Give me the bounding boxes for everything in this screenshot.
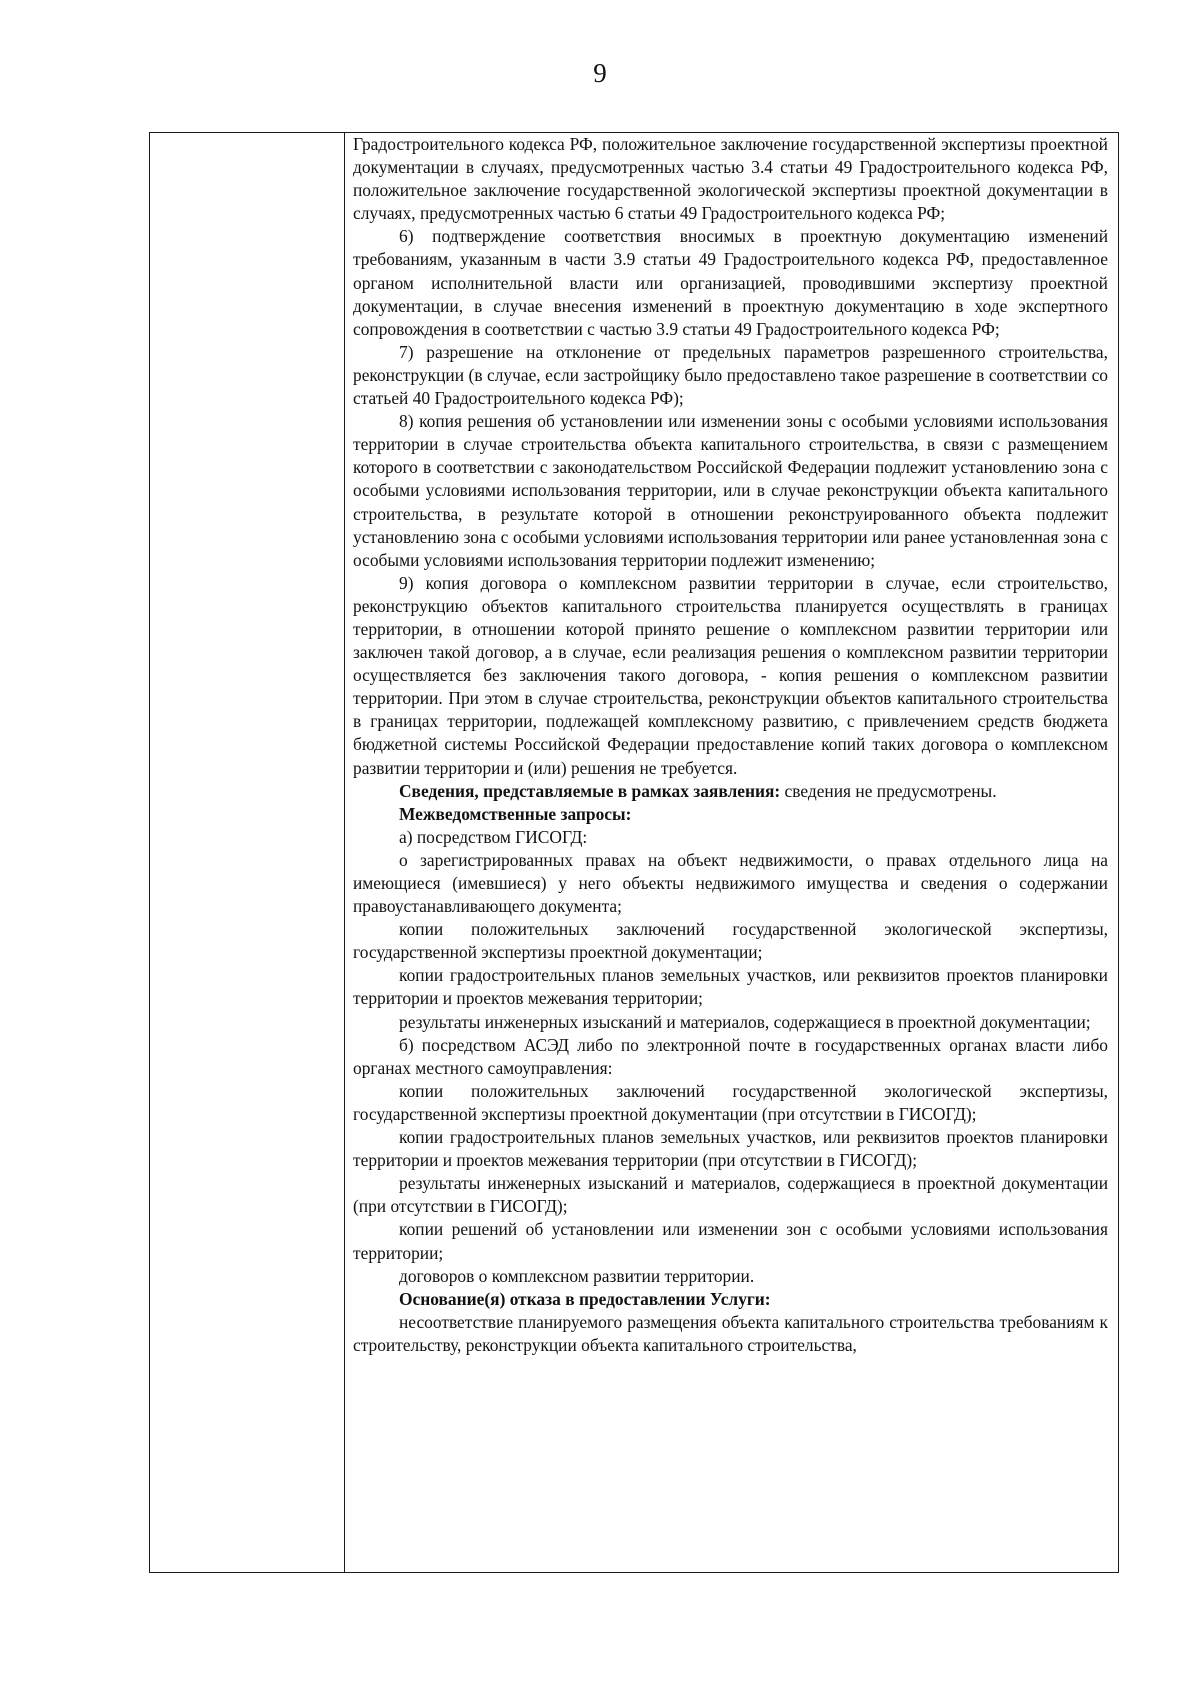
paragraph-application-info — [353, 780, 1108, 803]
paragraph-gradkodeks-continuation: Градостроительного кодекса РФ, положительное заключение государственной экспертизы проектной документации в случаях, предусмотренных частью 3.4 статьи 49 Градостроительного кодекса РФ, положительное заключение государственной экологической экспертизы проектной документации в случаях, предусмотренных частью 6 статьи 49 Градостроительного кодекса РФ; — [353, 134, 1108, 224]
gisogd-item-rights: о зарегистрированных правах на объект недвижимости, о правах отдельного лица на имеющиеся (имевшиеся) у него объекты недвижимого имущества и сведения о содержании правоустанавливающего документа; — [353, 849, 1108, 917]
application-info-text: сведения не предусмотрены. — [780, 780, 997, 801]
interagency-requests-heading: Межведомственные запросы: — [399, 803, 632, 824]
application-info-heading: Сведения, представляемые в рамках заявления: — [399, 780, 781, 801]
paragraph-item-6: 6) подтверждение соответствия вносимых в проектную документацию изменений требованиям, указанным в части 3.9 статьи 49 Градостроительного кодекса РФ, предоставленное органом исполнительной власти или организацией, проводившими экспертизу проектной документации, в случае внесения изменений в проектную документацию в ходе экспертного сопровождения в соответствии с частью 3.9 статьи 49 Градостроительного кодекса РФ; — [353, 226, 1108, 339]
ased-item-surveys: результаты инженерных изысканий и материалов, содержащиеся в проектной документации (при отсутствии в ГИСОГД); — [353, 1173, 1108, 1217]
page-number: 9 — [593, 58, 607, 88]
ased-item-expertise: копии положительных заключений государственной экологической экспертизы, государственной экспертизы проектной документации (при отсутствии в ГИСОГД); — [353, 1080, 1108, 1124]
gisogd-item-plans: копии градостроительных планов земельных участков, или реквизитов проектов планировки территории и проектов межевания территории; — [353, 965, 1108, 1009]
via-ased-heading: б) посредством АСЭД либо по электронной почте в государственных органах власти либо органах местного самоуправления: — [353, 1034, 1108, 1078]
gisogd-item-expertise: копии положительных заключений государственной экологической экспертизы, государственной экспертизы проектной документации; — [353, 919, 1108, 963]
via-gisogd-heading: а) посредством ГИСОГД: — [399, 826, 588, 847]
refusal-ground-1: несоответствие планируемого размещения объекта капитального строительства требованиям к строительству, реконструкции объекта капитального строительства, — [353, 1311, 1108, 1355]
ased-item-plans: копии градостроительных планов земельных участков, или реквизитов проектов планировки территории и проектов межевания территории (при отсутствии в ГИСОГД); — [353, 1127, 1108, 1171]
paragraph-item-7: 7) разрешение на отклонение от предельных параметров разрешенного строительства, реконструкции (в случае, если застройщику было предоставлено такое разрешение в соответствии со статьей 40 Градостроительного кодекса РФ); — [353, 341, 1108, 409]
column-divider — [344, 133, 345, 1572]
gisogd-item-surveys: результаты инженерных изысканий и материалов, содержащиеся в проектной документации; — [399, 1011, 1091, 1032]
table-right-cell — [353, 133, 1108, 1357]
ased-item-zones: копии решений об установлении или изменении зон с особыми условиями использования территории; — [353, 1219, 1108, 1263]
refusal-grounds-heading: Основание(я) отказа в предоставлении Услуги: — [399, 1288, 771, 1309]
paragraph-item-8: 8) копия решения об установлении или изменении зоны с особыми условиями использования территории в случае строительства объекта капитального строительства, в связи с размещением которого в соответствии с законодательством Российской Федерации подлежит установлению зона с особыми условиями использования территории, или в случае реконструкции объекта капитального строительства, в результате которой в отношении реконструированного объекта подлежит установлению зона с особыми условиями использования территории или ранее установленная зона с особыми условиями использования территории подлежит изменению; — [353, 411, 1108, 570]
ased-item-contracts: договоров о комплексном развитии территории. — [399, 1265, 755, 1286]
document-table — [149, 132, 1119, 1573]
paragraph-item-9: 9) копия договора о комплексном развитии территории в случае, если строительство, реконструкцию объектов капитального строительства планируется осуществлять в границах территории, в отношении которой принято решение о комплексном развитии территории или заключен такой договор, а в случае, если реализация решения о комплексном развитии территории осуществляется без заключения такого договора, - копия решения о комплексном развитии территории. При этом в случае строительства, реконструкции объектов капитального строительства в границах территории, подлежащей комплексному развитию, с привлечением средств бюджета бюджетной системы Российской Федерации предоставление копий таких договора о комплексном развитии территории и (или) решения не требуется. — [353, 572, 1108, 778]
